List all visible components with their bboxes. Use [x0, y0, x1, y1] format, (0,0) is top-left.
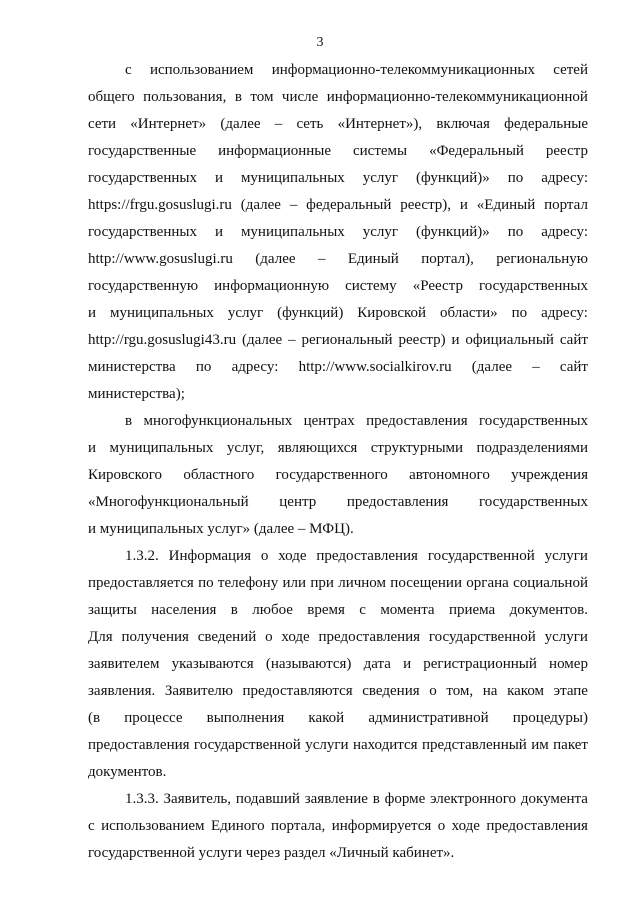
word: выполнения — [206, 710, 285, 726]
text-line — [88, 597, 588, 624]
word: по — [507, 224, 524, 240]
word: им — [531, 737, 549, 753]
word: и — [214, 224, 223, 240]
word: федеральные — [504, 116, 588, 132]
word: с — [88, 818, 95, 834]
word: (далее — [255, 251, 296, 267]
word: https://frgu.gosuslugi.ru — [88, 197, 232, 213]
word: (называются) — [265, 656, 352, 672]
word: по — [195, 359, 212, 375]
text-line — [88, 327, 588, 354]
word: ходе — [281, 629, 310, 645]
word: центрах — [303, 413, 355, 429]
word: или — [282, 575, 307, 591]
word: автономного — [409, 467, 490, 483]
word: Единого — [210, 818, 265, 834]
word: общего — [88, 89, 135, 105]
text-line — [88, 300, 588, 327]
word: центр — [279, 494, 317, 510]
word: посещении — [390, 575, 462, 591]
word: подразделениями — [476, 440, 588, 456]
word: адресу: — [541, 224, 588, 240]
word: (в — [88, 710, 101, 726]
word: государственного — [275, 467, 388, 483]
word: дата — [363, 656, 391, 672]
text-line — [88, 354, 588, 381]
word: использованием — [149, 62, 254, 78]
word: государственной — [193, 737, 301, 753]
word: населения — [151, 602, 217, 618]
text-line — [88, 84, 588, 111]
word: учреждения — [511, 467, 588, 483]
word: министерства); — [88, 386, 185, 402]
word: информируется — [331, 818, 432, 834]
word: адресу: — [541, 305, 588, 321]
word: приема — [448, 602, 496, 618]
word: о — [437, 818, 446, 834]
word: сведений — [197, 629, 257, 645]
word: личном — [338, 575, 386, 591]
word: государственных — [479, 494, 588, 510]
text-line — [88, 408, 588, 435]
text-line — [88, 624, 588, 651]
word: электронного — [430, 791, 517, 807]
text-line — [88, 219, 588, 246]
word: документов. — [509, 602, 588, 618]
word: о — [265, 629, 273, 645]
word: процедуры) — [512, 710, 588, 726]
word: и — [214, 170, 223, 186]
word: защиты — [88, 602, 137, 618]
word: ходе — [451, 818, 480, 834]
word: том — [250, 89, 274, 105]
word: «Интернет» — [130, 116, 207, 132]
word: Для — [88, 629, 113, 645]
text-line — [88, 678, 588, 705]
word: (далее — [241, 332, 283, 348]
word: органа — [466, 575, 509, 591]
word: Заявитель, — [163, 791, 232, 807]
word: какой — [308, 710, 345, 726]
word: находится — [352, 737, 418, 753]
text-line — [88, 246, 588, 273]
word: время — [307, 602, 345, 618]
word: сетей — [553, 62, 588, 78]
word: услуг — [362, 224, 399, 240]
word: и — [88, 305, 97, 321]
word: государственной — [428, 629, 536, 645]
word: предоставления — [486, 818, 588, 834]
word: в — [234, 89, 242, 105]
word: http://www.gosuslugi.ru — [88, 251, 233, 267]
word: по — [507, 170, 524, 186]
word: (функций)» — [416, 224, 490, 240]
word: о — [260, 548, 269, 564]
word: – — [274, 116, 283, 132]
word: информационную — [214, 278, 330, 294]
word: административной — [368, 710, 489, 726]
word: 1.3.2. — [125, 548, 159, 564]
word: пользования, — [143, 89, 227, 105]
text-line — [88, 192, 588, 219]
word: предоставления — [366, 413, 468, 429]
word: в — [372, 791, 380, 807]
word: реестр — [545, 143, 588, 159]
word: (далее — [220, 116, 261, 132]
word: в — [230, 602, 238, 618]
word: с — [359, 602, 366, 618]
word: и — [88, 440, 97, 456]
word: – — [288, 332, 296, 348]
word: региональную — [496, 251, 588, 267]
word: и — [403, 656, 412, 672]
word: (далее — [471, 359, 513, 375]
word: и — [459, 197, 468, 213]
text-line — [88, 732, 588, 759]
word: том, — [446, 683, 474, 699]
word: Кировской — [357, 305, 427, 321]
word: заявление — [304, 791, 368, 807]
word: услуги — [544, 548, 588, 564]
word: пакет — [553, 737, 588, 753]
word: государственных — [479, 278, 588, 294]
word: муниципальных — [240, 170, 345, 186]
word: министерства — [88, 359, 176, 375]
word: заявителем — [88, 656, 160, 672]
word: муниципальных — [240, 224, 345, 240]
document-body — [88, 57, 588, 867]
word: числе — [281, 89, 319, 105]
word: предоставления — [316, 548, 418, 564]
word: портал), — [421, 251, 474, 267]
text-line — [88, 435, 588, 462]
word: государственных — [88, 170, 197, 186]
word: предоставляются — [242, 683, 353, 699]
word: систему — [345, 278, 397, 294]
word: Заявителю — [164, 683, 233, 699]
word: 1.3.3. — [125, 791, 159, 807]
word: информационно-телекоммуникационных — [271, 62, 535, 78]
text-line — [88, 489, 588, 516]
word: – — [289, 197, 298, 213]
word: области» — [440, 305, 498, 321]
text-line — [88, 111, 588, 138]
word: адресу: — [231, 359, 279, 375]
text-line — [88, 381, 588, 408]
word: областного — [183, 467, 255, 483]
word: услуг — [227, 305, 264, 321]
word: государственные — [88, 143, 197, 159]
word: форме — [384, 791, 426, 807]
word: сайт — [559, 332, 588, 348]
text-line — [88, 651, 588, 678]
word: и — [451, 332, 460, 348]
text-line — [88, 759, 588, 786]
word: «Многофункциональный — [88, 494, 249, 510]
word: этапе — [553, 683, 588, 699]
word: заявления. — [88, 683, 156, 699]
word: предоставления — [88, 737, 190, 753]
word: документа — [520, 791, 588, 807]
word: информационные — [218, 143, 332, 159]
word: федеральный — [306, 197, 392, 213]
word: http://www.socialkirov.ru — [298, 359, 452, 375]
word: указываются — [171, 656, 254, 672]
word: регистрационный — [423, 656, 537, 672]
word: услуг, — [226, 440, 265, 456]
word: о — [429, 683, 437, 699]
word: – — [317, 251, 326, 267]
word: по — [511, 305, 528, 321]
word: портала, — [271, 818, 326, 834]
word: представленный — [421, 737, 527, 753]
word: предоставляется — [88, 575, 194, 591]
word: услуг — [362, 170, 399, 186]
word: на — [482, 683, 498, 699]
word: Информация — [168, 548, 251, 564]
word: при — [310, 575, 334, 591]
word: – — [532, 359, 540, 375]
word: государственных — [479, 413, 588, 429]
word: структурными — [370, 440, 464, 456]
word: http://rgu.gosuslugi43.ru — [88, 332, 237, 348]
word: в — [125, 413, 133, 429]
word: любое — [252, 602, 293, 618]
word: «Федеральный — [429, 143, 524, 159]
word: использованием — [101, 818, 205, 834]
word: (функций) — [277, 305, 344, 321]
text-line — [88, 462, 588, 489]
word: государственных — [88, 224, 197, 240]
word: «Единый — [476, 197, 536, 213]
word: системы — [352, 143, 408, 159]
word: и муниципальных услуг» (далее – МФЦ). — [88, 521, 354, 537]
word: многофункциональных — [143, 413, 293, 429]
text-line — [88, 543, 588, 570]
word: предоставления — [346, 494, 449, 510]
word: предоставления — [318, 629, 421, 645]
word: Единый — [347, 251, 399, 267]
word: ходе — [278, 548, 307, 564]
word: документов. — [88, 764, 167, 780]
word: региональный — [301, 332, 393, 348]
word: (функций)» — [416, 170, 490, 186]
word: реестр), — [400, 197, 452, 213]
word: государственной услуги через раздел «Личный кабинет». — [88, 845, 455, 861]
word: являющихся — [277, 440, 358, 456]
word: номер — [549, 656, 588, 672]
text-line — [88, 840, 588, 867]
word: государственной — [427, 548, 535, 564]
text-line — [88, 165, 588, 192]
word: включая — [436, 116, 490, 132]
text-line — [88, 138, 588, 165]
text-line — [88, 57, 588, 84]
word: услуги — [544, 629, 588, 645]
word: с — [125, 62, 132, 78]
word: телефону — [217, 575, 279, 591]
word: сайт — [559, 359, 588, 375]
word: процессе — [124, 710, 183, 726]
word: официальный — [465, 332, 554, 348]
word: сети — [88, 116, 117, 132]
page-number: 3 — [316, 35, 324, 50]
text-line — [88, 813, 588, 840]
word: портал — [544, 197, 588, 213]
word: услуги — [305, 737, 349, 753]
word: адресу: — [541, 170, 588, 186]
text-line — [88, 516, 588, 543]
word: государственную — [88, 278, 199, 294]
word: момента — [380, 602, 435, 618]
word: муниципальных — [110, 305, 214, 321]
word: «Реестр — [412, 278, 463, 294]
word: по — [198, 575, 214, 591]
word: каком — [507, 683, 545, 699]
word: сведения — [362, 683, 420, 699]
word: (далее — [240, 197, 281, 213]
text-line — [88, 786, 588, 813]
text-line — [88, 705, 588, 732]
word: информационно-телекоммуникационной — [326, 89, 588, 105]
word: Кировского — [88, 467, 162, 483]
word: муниципальных — [109, 440, 214, 456]
text-line — [88, 273, 588, 300]
word: социальной — [513, 575, 588, 591]
text-line — [88, 570, 588, 597]
word: получения — [121, 629, 189, 645]
word: сеть — [296, 116, 324, 132]
word: «Интернет»), — [337, 116, 423, 132]
word: реестр) — [398, 332, 446, 348]
word: подавший — [235, 791, 300, 807]
